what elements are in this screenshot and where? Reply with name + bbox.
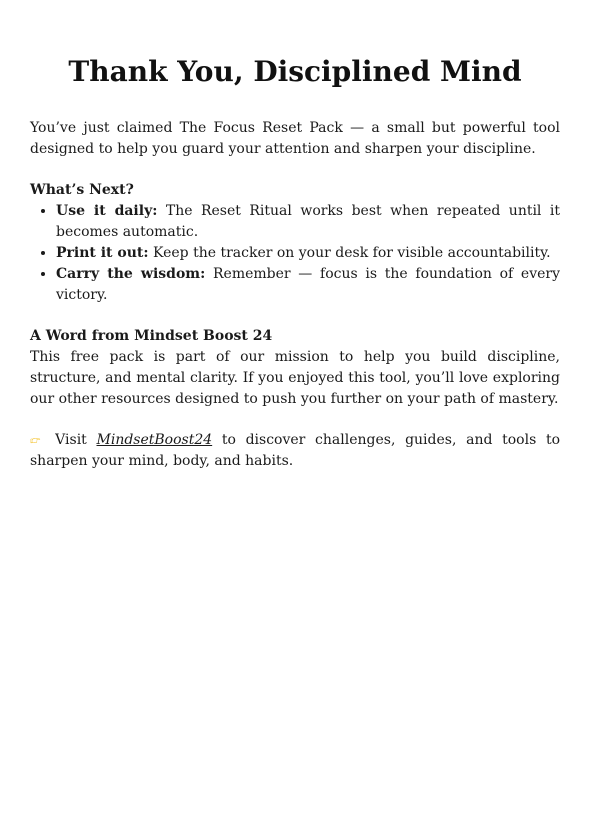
list-item-text: The Reset Ritual works best when repeated until it becomes automatic.: [56, 203, 560, 240]
list-item-label: Print it out:: [56, 245, 149, 261]
list-item: [56, 243, 560, 264]
list-item-label: Carry the wisdom:: [56, 266, 206, 282]
list-item-text: Keep the tracker on your desk for visible accountability.: [148, 245, 551, 261]
list-item: [56, 264, 560, 306]
word-paragraph: This free pack is part of our mission to help you build discipline, structure, and mental clarity. If you enjoyed this tool, you’ll love exploring our other resources designed to push you further on your path of mastery.: [30, 349, 560, 407]
visit-post: to discover challenges, guides, and tools to sharpen your mind, body, and habits.: [30, 432, 560, 469]
list-item-label: Use it daily:: [56, 203, 158, 219]
mindsetboost24-link[interactable]: MindsetBoost24: [96, 432, 213, 448]
visit-paragraph: [30, 430, 560, 472]
pointing-hand-icon: 👉︎: [30, 432, 46, 448]
whats-next-heading: What’s Next?: [30, 182, 134, 198]
word-heading: A Word from Mindset Boost 24: [30, 328, 273, 344]
list-item-text: Remember — focus is the foundation of every victory.: [56, 266, 560, 303]
visit-pre: Visit: [45, 432, 97, 448]
whats-next-list: [30, 201, 560, 306]
list-item: [56, 201, 560, 243]
page-title: Thank You, Disciplined Mind: [68, 55, 522, 88]
intro-paragraph: You’ve just claimed The Focus Reset Pack — a small but powerful tool designed to help you guard your attention and sharpen your discipline.: [30, 120, 560, 157]
